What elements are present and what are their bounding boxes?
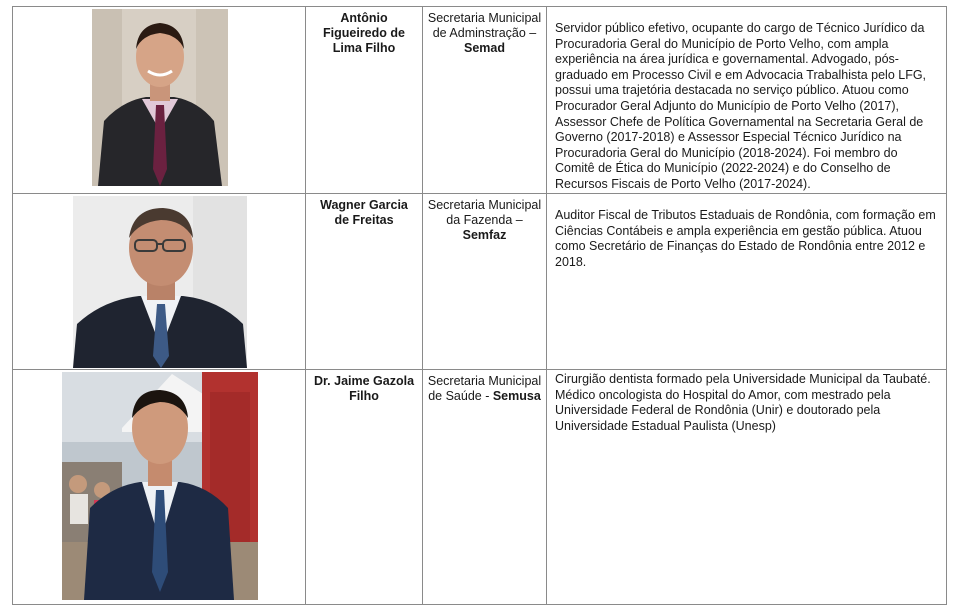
secretaries-table — [12, 6, 947, 605]
department — [423, 194, 546, 243]
portrait-photo — [92, 9, 228, 186]
photo-cell — [13, 194, 306, 370]
person-name: Wagner Garcia de Freitas — [320, 198, 408, 227]
table-row — [13, 7, 947, 194]
department-name: Secretaria Municipal de Saúde - — [427, 374, 542, 403]
department-name: Secretaria Municipal de Adminstração – — [427, 11, 542, 40]
department — [423, 7, 546, 56]
portrait-photo — [62, 372, 258, 600]
photo-cell — [13, 370, 306, 605]
bio-cell — [547, 370, 947, 605]
bio-cell — [547, 194, 947, 370]
photo-cell — [13, 7, 306, 194]
name-cell — [306, 7, 423, 194]
department-cell — [423, 194, 547, 370]
department-name: Secretaria Municipal da Fazenda – — [427, 198, 542, 227]
table-row — [13, 370, 947, 605]
biography: Auditor Fiscal de Tributos Estaduais de Rondônia, com formação em Ciências Contábeis e ampla experiência em gestão pública. Atuou como Secretário de Finanças do Estado de Rondônia entre 2012 e 2018. — [555, 208, 936, 269]
person-name: Antônio Figueiredo de Lima Filho — [323, 11, 405, 55]
biography: Servidor público efetivo, ocupante do cargo de Técnico Jurídico da Procuradoria Geral do Município de Porto Velho, com ampla experiência na área jurídica e governamental. Advogado, pós-graduado em Processo Civil e em Advocacia Trabalhista pelo LFG, possui uma trajetória destacada no serviço público. Atuou como Procurador Geral Adjunto do Município de Porto Velho (2017), Assessor Chefe de Política Governamental na Secretaria Geral de Governo (2017-2018) e Assessor Especial Técnico Jurídico na Procuradoria Geral do Município (2018-2024). Foi membro do Comitê de Ética do Município (2022-2024) e do Conselho de Recursos Fiscais de Porto Velho (2017-2024). — [555, 21, 927, 191]
portrait-photo — [73, 196, 247, 368]
department-acronym: Semusa — [492, 389, 541, 403]
biography: Cirurgião dentista formado pela Universidade Municipal da Taubaté. Médico oncologista do Hospital do Amor, com mestrado pela Universidade Federal de Rondônia (Unir) e doutorado pela Universidade Estadual Paulista (Unesp) — [555, 372, 931, 433]
department — [423, 370, 546, 404]
table-row — [13, 194, 947, 370]
department-acronym: Semad — [464, 41, 505, 55]
name-cell — [306, 370, 423, 605]
department-cell — [423, 7, 547, 194]
bio-cell — [547, 7, 947, 194]
person-name: Dr. Jaime Gazola Filho — [313, 374, 415, 403]
name-cell — [306, 194, 423, 370]
department-cell — [423, 370, 547, 605]
department-acronym: Semfaz — [462, 228, 507, 242]
